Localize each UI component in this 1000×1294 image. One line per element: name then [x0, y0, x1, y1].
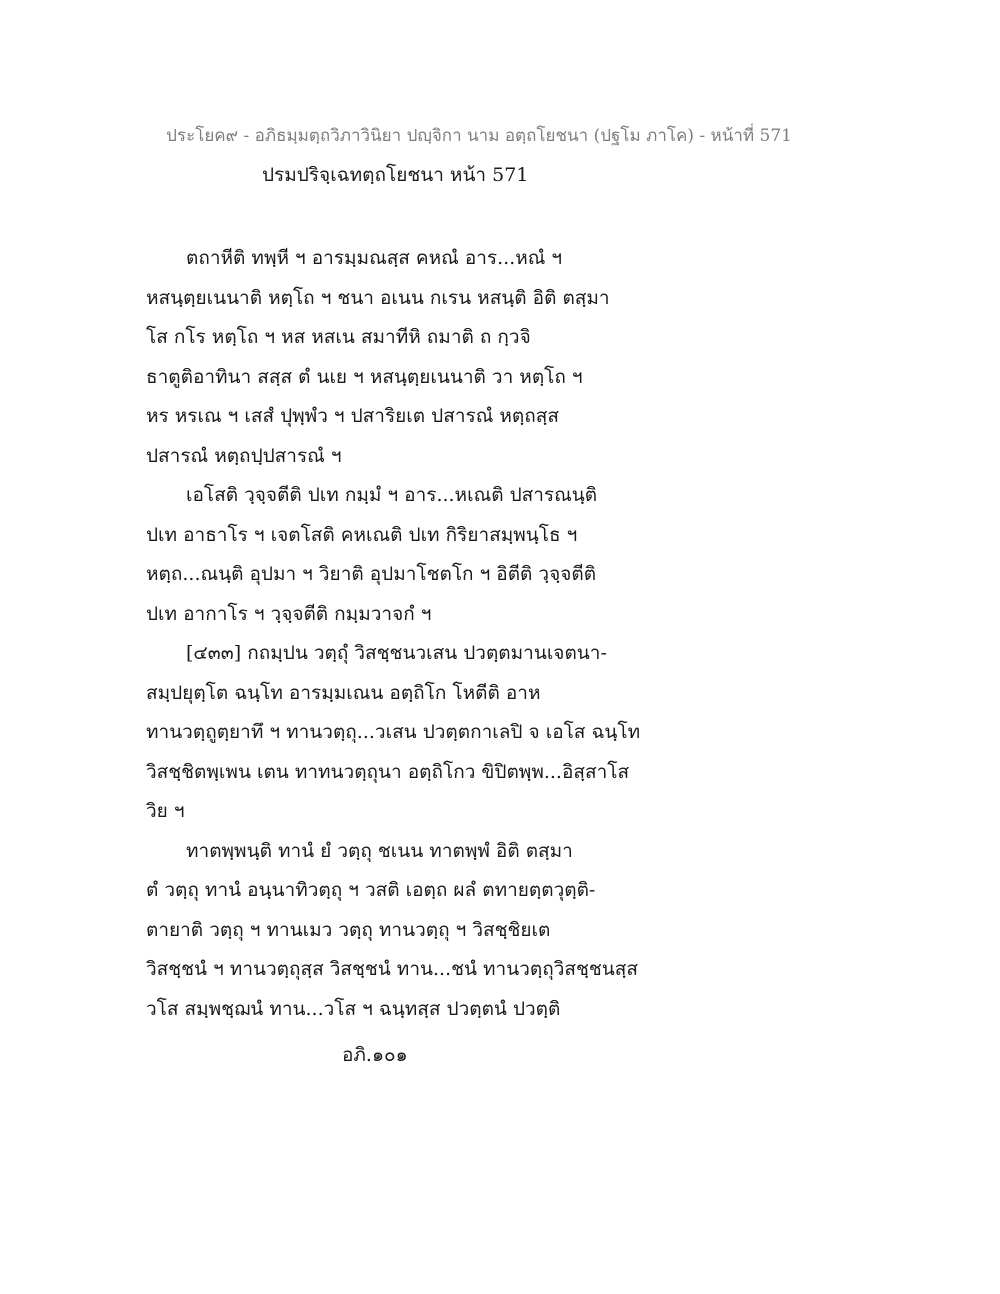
- text-line: ตายาติ วตฺถุ ฯ ทานเมว วตฺถุ ทานวตฺถุ ฯ วิสชฺชิยเต: [146, 918, 551, 941]
- page-footer-code: อภิ.๑๐๑: [342, 1044, 408, 1066]
- text-line: ตถาหีติ ทพฺหี ฯ อารมฺมณสฺส คหณํ อาร...หณํ ฯ: [186, 247, 563, 269]
- text-line: วิสชฺชิตพฺเพน เตน ทาทนวตฺถุนา อตฺถิโกว ขิปิตพฺพ...อิสฺสาโส: [146, 760, 630, 783]
- running-header: ประโยค๙ - อภิธมฺมตฺถวิภาวินิยา ปญฺจิกา นาม อตฺถโยชนา (ปฐโม ภาโค) - หน้าที่ 571: [166, 126, 792, 146]
- text-line: โส กโร หตฺโถ ฯ หส หสเน สมาทีหิ ถมาติ ถ กฺวจิ: [146, 326, 531, 348]
- text-line: ปเท อาธาโร ฯ เจตโสติ คหเณติ ปเท กิริยาสมฺพนฺโธ ฯ: [146, 523, 578, 546]
- text-line: สมฺปยุตฺโต ฉนฺโท อารมฺมเณน อตฺถิโก โหตีติ อาห: [146, 681, 541, 704]
- text-line: เอโสติ วฺจฺจตีติ ปเท กมฺมํ ฯ อาร...หเณติ ปสารณนฺติ: [186, 484, 598, 506]
- text-line: วโส สมฺพชฺฌนํ ทาน...วโส ฯ ฉนฺทสฺส ปวตฺตนํ ปวตฺติ: [146, 997, 561, 1020]
- text-line: ตํ วตฺถุ ทานํ อนฺนาทิวตฺถุ ฯ วสติ เอตฺถ ผลํ ตทายตฺตวุตฺติ-: [146, 879, 596, 901]
- text-line: วิสชฺชนํ ฯ ทานวตฺถุสฺส วิสชฺชนํ ทาน...ชนํ ทานวตฺถุวิสชฺชนสฺส: [146, 958, 638, 980]
- text-line: ปเท อากาโร ฯ วฺจฺจตีติ กมฺมวาจกํ ฯ: [146, 602, 432, 625]
- text-line: ทานวตฺถูตฺยาทึ ฯ ทานวตฺถุ...วเสน ปวตฺตกาเลปิ จ เอโส ฉนฺโท: [146, 721, 641, 743]
- text-line: หร หรเณ ฯ เสสํ ปุพฺพํว ฯ ปสาริยเต ปสารณํ หตฺถสฺส: [146, 405, 559, 427]
- text-line: ทาตพฺพนฺติ ทานํ ยํ วตฺถุ ชเนน ทาตพฺพํ อิติ ตสฺมา: [186, 839, 573, 862]
- text-line: วิย ฯ: [146, 800, 185, 822]
- text-line: หสนฺตฺยเนนาติ หตฺโถ ฯ ชนา อเนน กเรน หสนฺติ อิติ ตสฺมา: [146, 286, 610, 309]
- page-title: ปรมปริจฺเฉทตฺถโยชนา หน้า 571: [262, 164, 529, 186]
- text-line: [๔๓๓] กถมฺปน วตฺถุํ วิสชฺชนวเสน ปวตฺตมานเจตนา-: [186, 642, 607, 664]
- body-text: [146, 239, 746, 1029]
- text-line: หตฺถ...ณนฺติ อุปมา ฯ วิยาติ อุปมาโชตโก ฯ อิตีติ วฺจฺจตีติ: [146, 563, 597, 585]
- text-line: ธาตูติอาทินา สสฺส ตํ นเย ฯ หสนฺตฺยเนนาติ วา หตฺโถ ฯ: [146, 365, 583, 388]
- text-line: ปสารณํ หตฺถปฺปสารณํ ฯ: [146, 444, 342, 467]
